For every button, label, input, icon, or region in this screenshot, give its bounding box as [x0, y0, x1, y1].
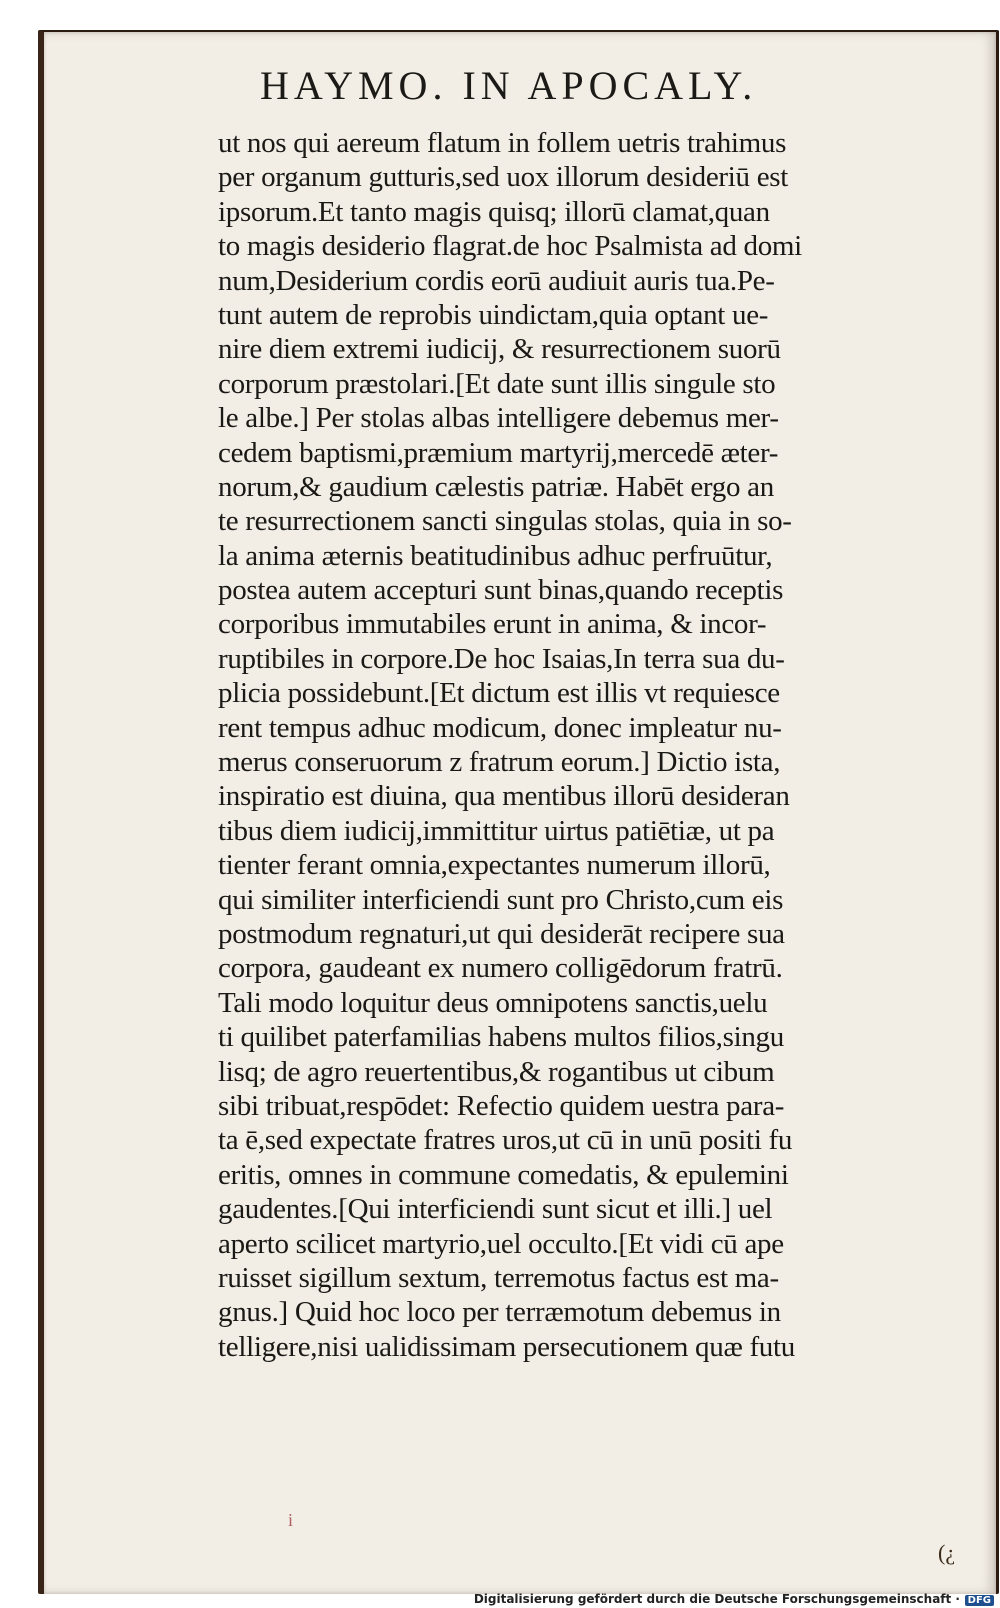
text-line: ta ē,sed expectate fratres uros,ut cū in unū positi fu	[218, 1124, 793, 1157]
text-line: eritis, omnes in commune comedatis, & epulemini	[218, 1158, 789, 1191]
margin-mark: i	[288, 1510, 294, 1530]
text-line: norum,& gaudium cælestis patriæ. Habēt ergo an	[218, 470, 774, 503]
text-line: plicia possidebunt.[Et dictum est illis vt requiesce	[218, 677, 780, 710]
text-line: te resurrectionem sancti singulas stolas, quia in so-	[218, 505, 792, 538]
text-line: ti quilibet paterfamilias habens multos filios,singu	[218, 1021, 784, 1054]
text-line: aperto scilicet martyrio,uel occulto.[Et vidi cū ape	[218, 1227, 784, 1260]
text-line: qui similiter interficiendi sunt pro Christo,cum eis	[218, 883, 784, 916]
text-line: le albe.] Per stolas albas intelligere debemus mer-	[218, 402, 779, 435]
text-line: Tali modo loquitur deus omnipotens sanctis,uelu	[218, 986, 768, 1019]
text-line: cedem baptismi,præmium martyrij,mercedē æter-	[218, 436, 779, 469]
text-line: ipsorum.Et tanto magis quisq; illorū clamat,quan	[218, 195, 770, 228]
text-line: inspiratio est diuina, qua mentibus illorū desideran	[218, 780, 790, 813]
text-line: tienter ferant omnia,expectantes numerum illorū,	[218, 849, 771, 882]
text-line: ruisset sigillum sextum, terremotus factus est ma-	[218, 1261, 779, 1294]
text-line: corpora, gaudeant ex numero colligēdorum fratrū.	[218, 952, 783, 985]
text-line: ruptibiles in corpore.De hoc Isaias,In terra sua du-	[218, 642, 785, 675]
text-line: merus conseruorum z fratrum eorum.] Dictio ista,	[218, 746, 781, 779]
text-line: gnus.] Quid hoc loco per terræmotum debemus in	[218, 1296, 781, 1329]
text-line: nire diem extremi iudicij, & resurrectionem suorū	[218, 333, 781, 366]
text-line: to magis desiderio flagrat.de hoc Psalmista ad domi	[218, 230, 802, 263]
body-text	[218, 126, 938, 1364]
text-line: sibi tribuat,respōdet: Refectio quidem uestra para-	[218, 1089, 785, 1122]
text-line: gaudentes.[Qui interficiendi sunt sicut et illi.] uel	[218, 1193, 773, 1226]
digitization-credit: Digitalisierung gefördert durch die Deutsche Forschungsgemeinschaft ·	[473, 1592, 960, 1606]
text-line: tibus diem iudicij,immittitur uirtus patiētiæ, ut pa	[218, 814, 775, 847]
text-line: postmodum regnaturi,ut qui desiderāt recipere sua	[218, 917, 785, 950]
corner-mark: (¿	[938, 1540, 956, 1565]
text-line: la anima æternis beatitudinibus adhuc perfruūtur,	[218, 539, 773, 572]
text-line: corporum præstolari.[Et date sunt illis singule sto	[218, 367, 776, 400]
text-line: num,Desiderium cordis eorū audiuit auris tua.Pe-	[218, 264, 775, 297]
text-line: lisq; de agro reuertentibus,& rogantibus ut cibum	[218, 1055, 775, 1088]
text-line: postea autem accepturi sunt binas,quando receptis	[218, 574, 784, 607]
text-line: ut nos qui aereum flatum in follem uetris trahimus	[218, 127, 787, 159]
text-line: per organum gutturis,sed uox illorum desideriū est	[218, 161, 789, 194]
text-line: telligere,nisi ualidissimam persecutionem quæ futu	[218, 1330, 795, 1363]
dfg-logo: DFG	[965, 1595, 994, 1606]
text-line: rent tempus adhuc modicum, donec impleatur nu-	[218, 711, 782, 744]
running-header: HAYMO. IN APOCALY.	[260, 63, 758, 108]
text-line: tunt autem de reprobis uindictam,quia optant ue-	[218, 298, 769, 331]
text-line: corporibus immutabiles erunt in anima, & incor-	[218, 608, 767, 641]
